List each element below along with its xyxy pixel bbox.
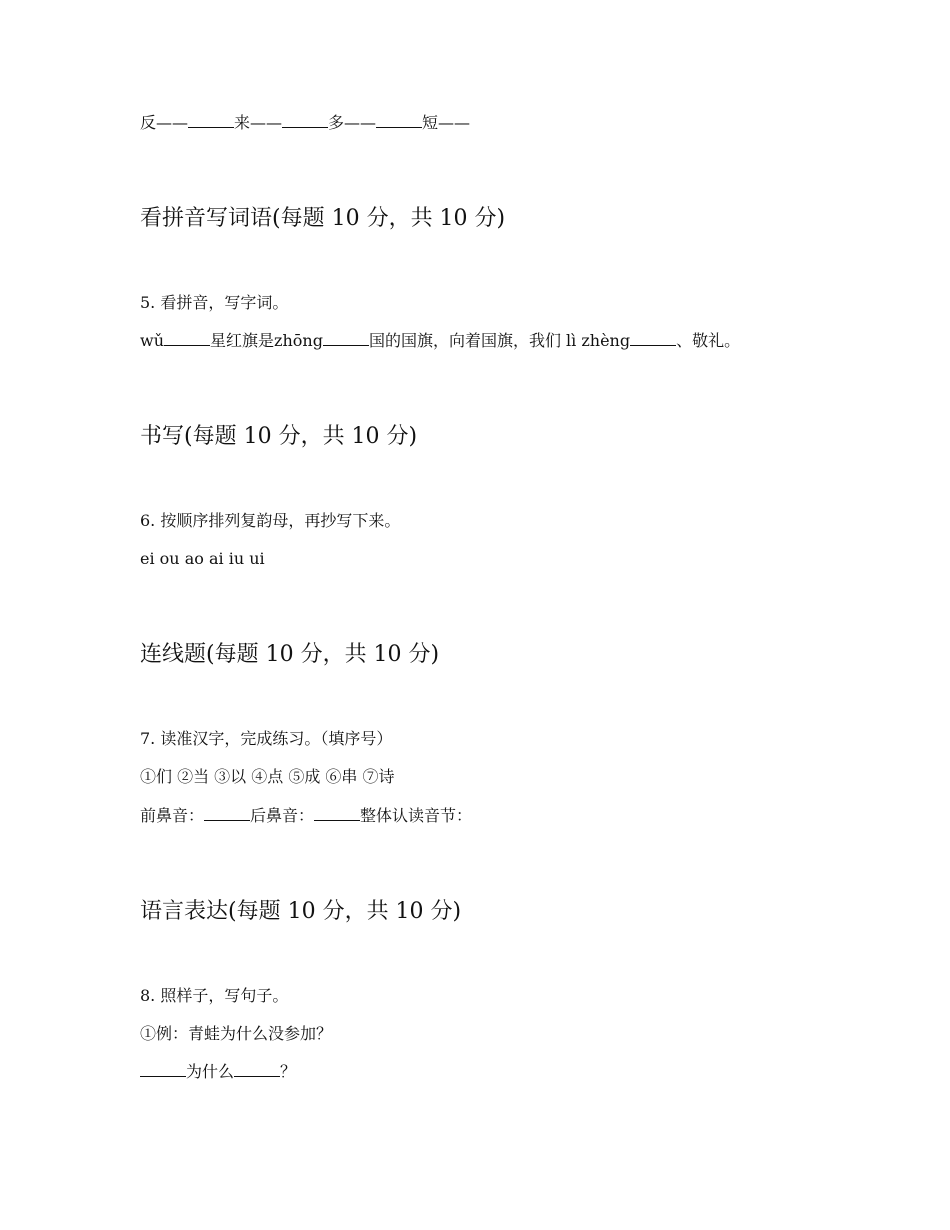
sentence-middle: 为什么 [186, 1062, 235, 1081]
answer-blank[interactable] [204, 806, 250, 821]
answer-blank[interactable] [630, 331, 676, 346]
question-6-prompt: 6. 按顺序排列复韵母，再抄写下来。 [140, 511, 401, 530]
answer-blank[interactable] [188, 113, 234, 128]
antonym-line [140, 112, 470, 134]
question-6-letters: ei ou ao ai iu ui [140, 549, 265, 568]
section-heading-writing: 书写(每题 10 分，共 10 分) [140, 424, 418, 449]
section-heading-expression: 语言表达(每题 10 分，共 10 分) [140, 899, 462, 924]
answer-blank[interactable] [323, 331, 369, 346]
sentence-text-1: 星红旗是 [210, 331, 275, 350]
answer-blank[interactable] [234, 1062, 280, 1077]
answer-blank[interactable] [164, 331, 210, 346]
question-5-prompt: 5. 看拼音，写字词。 [140, 293, 289, 312]
sentence-text-3: 、敬礼。 [676, 331, 741, 350]
question-7-answers [140, 805, 472, 827]
antonym-word-1: 反—— [140, 113, 189, 132]
answer-blank[interactable] [314, 806, 360, 821]
antonym-word-4: 短—— [422, 113, 471, 132]
sentence-end: ？ [280, 1062, 297, 1081]
question-7-characters: ①们 ②当 ③以 ④点 ⑤成 ⑥串 ⑦诗 [140, 767, 395, 786]
answer-blank[interactable] [140, 1062, 186, 1077]
pinyin-3: lì zhèng [566, 331, 631, 350]
section-heading-pinyin: 看拼音写词语(每题 10 分，共 10 分) [140, 206, 506, 231]
back-nasal-label: 后鼻音： [250, 806, 315, 825]
sentence-text-2: 国的国旗，向着国旗，我们 [368, 331, 567, 350]
question-5-sentence [140, 330, 740, 352]
front-nasal-label: 前鼻音： [140, 806, 205, 825]
pinyin-2: zhōng [274, 331, 323, 350]
section-heading-matching: 连线题(每题 10 分，共 10 分) [140, 642, 440, 667]
question-8-prompt: 8. 照样子，写句子。 [140, 986, 289, 1005]
question-7-prompt: 7. 读准汉字，完成练习。（填序号） [140, 729, 393, 748]
pinyin-1: wǔ [140, 331, 164, 350]
question-8-example: ①例：青蛙为什么没参加？ [140, 1024, 333, 1043]
question-8-answer-line [140, 1061, 296, 1083]
answer-blank[interactable] [376, 113, 422, 128]
antonym-word-2: 来—— [234, 113, 283, 132]
antonym-word-3: 多—— [328, 113, 377, 132]
whole-syllable-label: 整体认读音节： [360, 806, 473, 825]
answer-blank[interactable] [282, 113, 328, 128]
